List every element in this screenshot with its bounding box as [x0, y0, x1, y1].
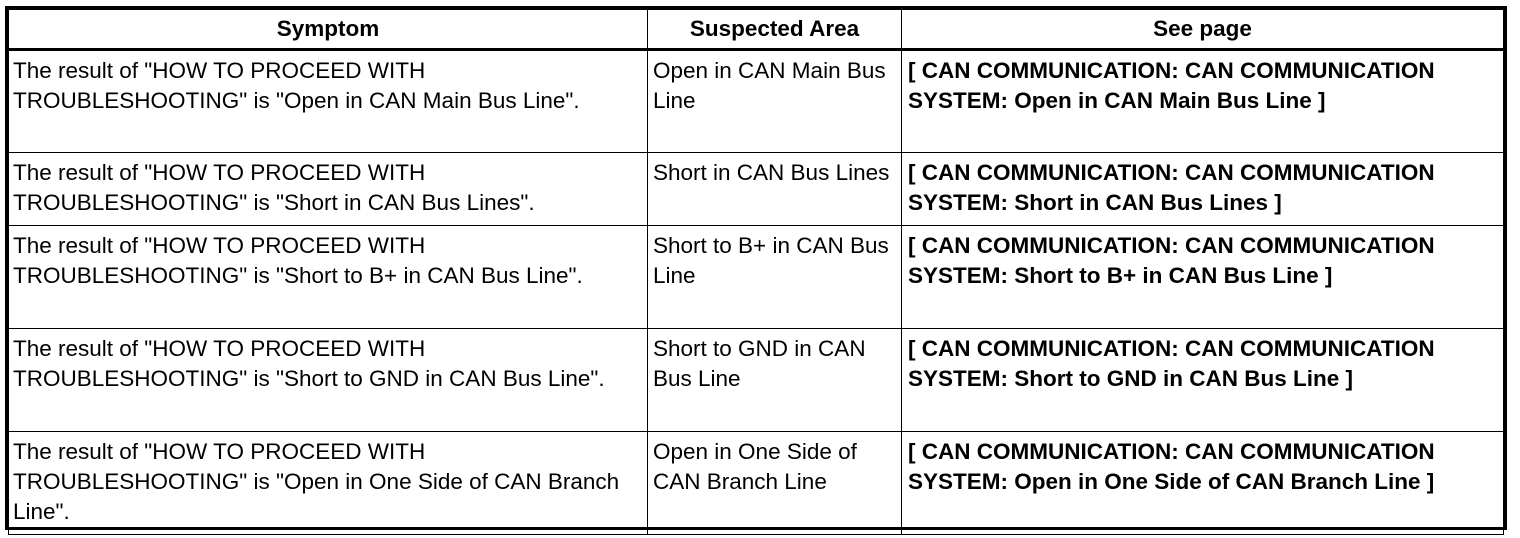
- see-page-link[interactable]: [ CAN COMMUNICATION: CAN COMMUNICATION SYSTEM: Open in One Side of CAN Branch Line ]: [902, 432, 1504, 535]
- symptom-cell: The result of "HOW TO PROCEED WITH TROUBLESHOOTING" is "Open in CAN Main Bus Line".: [9, 50, 648, 153]
- troubleshooting-table-container: [5, 6, 1507, 530]
- suspected-area-cell: Short to GND in CAN Bus Line: [648, 329, 902, 432]
- see-page-link[interactable]: [ CAN COMMUNICATION: CAN COMMUNICATION SYSTEM: Short in CAN Bus Lines ]: [902, 153, 1504, 226]
- troubleshooting-table: [8, 9, 1504, 535]
- header-suspected-area: Suspected Area: [648, 10, 902, 50]
- header-see-page: See page: [902, 10, 1504, 50]
- table-row: [9, 226, 1504, 329]
- symptom-cell: The result of "HOW TO PROCEED WITH TROUBLESHOOTING" is "Open in One Side of CAN Branch Line".: [9, 432, 648, 535]
- symptom-cell: The result of "HOW TO PROCEED WITH TROUBLESHOOTING" is "Short to B+ in CAN Bus Line".: [9, 226, 648, 329]
- suspected-area-cell: Open in One Side of CAN Branch Line: [648, 432, 902, 535]
- see-page-link[interactable]: [ CAN COMMUNICATION: CAN COMMUNICATION SYSTEM: Short to GND in CAN Bus Line ]: [902, 329, 1504, 432]
- table-row: [9, 153, 1504, 226]
- table-header-row: [9, 10, 1504, 50]
- header-symptom: Symptom: [9, 10, 648, 50]
- symptom-cell: The result of "HOW TO PROCEED WITH TROUBLESHOOTING" is "Short to GND in CAN Bus Line".: [9, 329, 648, 432]
- suspected-area-cell: Short to B+ in CAN Bus Line: [648, 226, 902, 329]
- table-row: [9, 50, 1504, 153]
- suspected-area-cell: Short in CAN Bus Lines: [648, 153, 902, 226]
- suspected-area-cell: Open in CAN Main Bus Line: [648, 50, 902, 153]
- see-page-link[interactable]: [ CAN COMMUNICATION: CAN COMMUNICATION SYSTEM: Open in CAN Main Bus Line ]: [902, 50, 1504, 153]
- symptom-cell: The result of "HOW TO PROCEED WITH TROUBLESHOOTING" is "Short in CAN Bus Lines".: [9, 153, 648, 226]
- table-row: [9, 329, 1504, 432]
- table-row: [9, 432, 1504, 535]
- see-page-link[interactable]: [ CAN COMMUNICATION: CAN COMMUNICATION SYSTEM: Short to B+ in CAN Bus Line ]: [902, 226, 1504, 329]
